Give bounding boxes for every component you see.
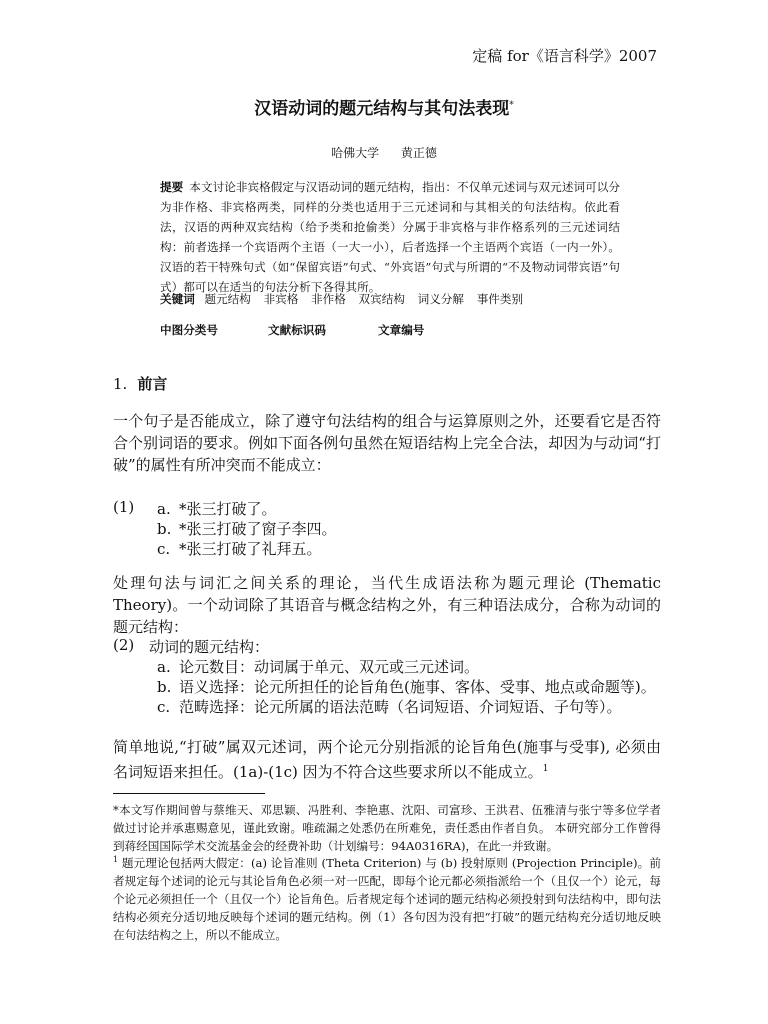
example-2-heading: 动词的题元结构：: [149, 638, 270, 656]
footnote-1: [113, 851, 661, 944]
title-footnote-mark: *: [509, 100, 514, 111]
author-line: [0, 144, 768, 161]
keywords-label: 关键词: [160, 292, 195, 306]
example-letter: a.: [157, 500, 171, 518]
example-letter: a.: [157, 658, 171, 676]
classification-row: [160, 322, 425, 338]
keyword-item: 事件类别: [476, 292, 524, 306]
example-letter: b.: [157, 678, 172, 696]
example-2-number: (2): [113, 636, 135, 654]
example-1a: [157, 498, 277, 519]
author-name: 黄正德: [400, 146, 437, 160]
title-text: 汉语动词的题元结构与其句法表现: [254, 99, 510, 119]
footnote-divider: [113, 793, 265, 794]
keyword-item: 双宾结构: [358, 292, 405, 306]
doc-code-label: 文献标识码: [268, 323, 326, 337]
example-2b: [157, 676, 656, 697]
abstract-label: 提要: [160, 180, 184, 194]
paragraph-1: 一个句子是否能成立，除了遵守句法结构的组合与运算原则之外，还要看它是否符合个别词语的要求。例如下面各例句虽然在短语结构上完全合法，却因为与动词“打破”的属性有所冲突而不能成立：: [113, 412, 661, 474]
example-1c: [157, 538, 322, 559]
example-text: *张三打破了礼拜五。: [179, 540, 322, 558]
example-2a: [157, 656, 479, 677]
keywords: [160, 291, 532, 307]
paragraph-3-text: 简单地说,“打破”属双元述词，两个论元分别指派的论旨角色(施事与受事), 必须由名词短语来担任。(1a)-(1c) 因为不符合这些要求所以不能成立。: [113, 738, 661, 781]
footnote-ref-1: 1: [542, 764, 549, 774]
header-note: 定稿 for《语言科学》2007: [472, 47, 657, 65]
article-number-label: 文章编号: [378, 323, 425, 337]
footnote-1-text: 题元理论包括两大假定：(a) 论旨准则 (Theta Criterion) 与 (b) 投射原则 (Projection Principle)。前者规定每个述词的论元与其论旨角色必须一对一匹配，即每个论元都必须指派给一个（且仅一个）论元，每个论元必须担任一个（且仅一个）论旨角色。后者规定每个述词的题元结构必须投射到句法结构中，即句法结构必须充分适切地反映每个述词的题元结构。例（1）各句因为没有把“打破”的题元结构充分适切地反映在句法结构之上，所以不能成立。: [113, 855, 661, 942]
author-affiliation: 哈佛大学: [331, 146, 380, 160]
section-title: 前言: [137, 375, 168, 393]
example-1-number: (1): [113, 498, 135, 516]
section-heading: [113, 373, 167, 394]
example-text: 语义选择：论元所担任的论旨角色(施事、客体、受事、地点或命题等)。: [179, 678, 656, 696]
section-number: 1.: [113, 375, 128, 393]
footnote-1-mark: 1: [113, 855, 119, 864]
keyword-item: 词义分解: [417, 292, 464, 306]
abstract-text: 本文讨论非宾格假定与汉语动词的题元结构，指出：不仅单元述词与双元述词可以分为非作格、非宾格两类，同样的分类也适用于三元述词和与其相关的句法结构。依此看法，汉语的两种双宾结构（给予类和抢偷类）分属于非宾格与非作格系列的三元述词结构：前者选择一个宾语两个主语（一大一小），后者选择一个主语两个宾语（一内一外）。汉语的若干特殊句式（如“保留宾语”句式、“外宾语”句式与所谓的“不及物动词带宾语”句式）都可以在适当的句法分析下各得其所。: [160, 180, 620, 294]
example-text: *张三打破了。: [179, 500, 277, 518]
paragraph-3: [113, 736, 661, 783]
example-letter: c.: [157, 698, 171, 716]
example-letter: c.: [157, 540, 171, 558]
example-2c: [157, 696, 622, 717]
example-1b: [157, 518, 337, 539]
keyword-item: 非作格: [311, 292, 346, 306]
keyword-item: 非宾格: [263, 292, 299, 306]
clc-label: 中图分类号: [160, 323, 218, 337]
example-text: *张三打破了窗子李四。: [179, 520, 337, 538]
example-text: 范畴选择：论元所属的语法范畴（名词短语、介词短语、子句等）。: [179, 698, 622, 716]
example-letter: b.: [157, 520, 172, 538]
footnote-acknowledgement: *本文写作期间曾与蔡维天、邓思颖、冯胜利、李艳惠、沈阳、司富珍、王洪君、伍雅清与张宁等多位学者做过讨论并承惠赐意见，谨此致谢。唯疏漏之处悉仍在所难免，责任悉由作者自负。 本研究部分工作曾得到蒋经国国际学术交流基金会的经费补助（计划编号：94A0316RA)，在此一并致谢。: [113, 803, 661, 853]
example-text: 论元数目：动词属于单元、双元或三元述词。: [179, 658, 480, 676]
keyword-item: 题元结构: [204, 292, 251, 306]
paragraph-2: 处理句法与词汇之间关系的理论，当代生成语法称为题元理论 (Thematic Theory)。一个动词除了其语音与概念结构之外，有三种语法成分，合称为动词的题元结构：: [113, 574, 661, 636]
paper-title: [0, 94, 768, 119]
abstract: [160, 177, 620, 297]
